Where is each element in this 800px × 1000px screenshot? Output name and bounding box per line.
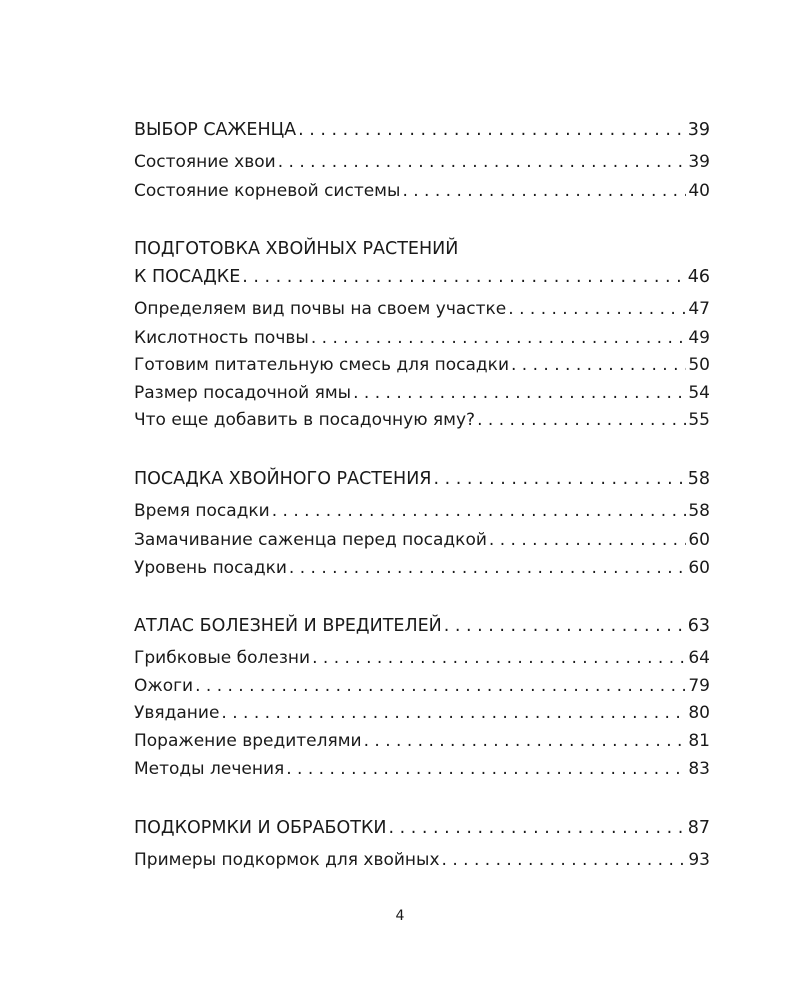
toc-item-title: Уровень посадки xyxy=(134,558,287,578)
dot-leader xyxy=(242,266,685,288)
dot-leader xyxy=(364,730,687,752)
toc-item-title: Кислотность почвы xyxy=(134,328,309,348)
toc-page-number: 93 xyxy=(688,850,710,870)
toc-item[interactable] xyxy=(134,327,710,349)
toc-page-number: 79 xyxy=(688,676,710,696)
dot-leader xyxy=(402,180,686,202)
toc-page-number: 64 xyxy=(688,648,710,668)
dot-leader xyxy=(388,817,685,839)
toc-chapter-title: ПОДКОРМКИ И ОБРАБОТКИ xyxy=(134,818,387,838)
toc-page-number: 60 xyxy=(688,530,710,550)
toc-item[interactable] xyxy=(134,409,710,431)
toc-page-number: 63 xyxy=(687,616,710,636)
dot-leader xyxy=(289,557,686,579)
toc-chapter-title: АТЛАС БОЛЕЗНЕЙ И ВРЕДИТЕЛЕЙ xyxy=(134,616,442,636)
toc-item[interactable] xyxy=(134,529,710,551)
toc-item-title: Что еще добавить в посадочную яму? xyxy=(134,410,476,430)
toc-item-title: Методы лечения xyxy=(134,759,285,779)
toc-chapter-seedling-choice[interactable] xyxy=(134,119,710,141)
toc-item[interactable] xyxy=(134,675,710,697)
toc-chapter-diseases-atlas[interactable] xyxy=(134,615,710,637)
toc-item[interactable] xyxy=(134,298,710,320)
toc-page-number: 49 xyxy=(688,328,710,348)
dot-leader xyxy=(489,529,686,551)
toc-item-title: Состояние хвои xyxy=(134,152,276,172)
toc-chapter-feeding[interactable] xyxy=(134,817,710,839)
toc-chapter-title: ВЫБОР САЖЕНЦА xyxy=(134,120,297,140)
toc-item-title: Грибковые болезни xyxy=(134,648,311,668)
dot-leader xyxy=(272,500,687,522)
toc-chapter-title: ПОСАДКА ХВОЙНОГО РАСТЕНИЯ xyxy=(134,469,432,489)
dot-leader xyxy=(511,354,686,376)
toc-page-number: 83 xyxy=(688,759,710,779)
toc-item-title: Время посадки xyxy=(134,501,270,521)
toc-item-title: Состояние корневой системы xyxy=(134,181,401,201)
toc-item-title: Замачивание саженца перед посадкой xyxy=(134,530,487,550)
dot-leader xyxy=(444,615,686,637)
toc-item[interactable] xyxy=(134,500,710,522)
toc-item-title: Увядание xyxy=(134,703,220,723)
toc-page-number: 46 xyxy=(687,267,710,287)
toc-item[interactable] xyxy=(134,382,710,404)
dot-leader xyxy=(311,327,687,349)
toc-item-title: Поражение вредителями xyxy=(134,731,362,751)
toc-item[interactable] xyxy=(134,151,710,173)
toc-item[interactable] xyxy=(134,758,710,780)
toc-item[interactable] xyxy=(134,647,710,669)
toc-page-number: 58 xyxy=(688,501,710,521)
toc-page-number: 87 xyxy=(687,818,710,838)
dot-leader xyxy=(477,409,686,431)
toc-page-number: 40 xyxy=(688,181,710,201)
dot-leader xyxy=(433,468,685,490)
toc-chapter-title: К ПОСАДКЕ xyxy=(134,267,241,287)
toc-item-title: Примеры подкормок для хвойных xyxy=(134,850,440,870)
page-number: 4 xyxy=(395,908,405,924)
toc-page-number: 39 xyxy=(688,152,710,172)
dot-leader xyxy=(442,849,687,871)
toc-page-number: 50 xyxy=(688,355,710,375)
toc-chapter-planting-prep[interactable] xyxy=(134,266,710,288)
dot-leader xyxy=(221,702,686,724)
dot-leader xyxy=(312,647,686,669)
toc-page-number: 47 xyxy=(688,299,710,319)
toc-item[interactable] xyxy=(134,702,710,724)
toc-page-number: 60 xyxy=(688,558,710,578)
toc-page-number: 39 xyxy=(687,120,710,140)
dot-leader xyxy=(195,675,686,697)
dot-leader xyxy=(286,758,686,780)
toc-item[interactable] xyxy=(134,180,710,202)
toc-item[interactable] xyxy=(134,557,710,579)
dot-leader xyxy=(298,119,686,141)
toc-page-number: 80 xyxy=(688,703,710,723)
toc-item-title: Размер посадочной ямы xyxy=(134,383,352,403)
toc-chapter-planting[interactable] xyxy=(134,468,710,490)
toc-item-title: Определяем вид почвы на своем участке xyxy=(134,299,507,319)
dot-leader xyxy=(278,151,687,173)
toc-item-title: Готовим питательную смесь для посадки xyxy=(134,355,509,375)
toc-chapter-title-line1: ПОДГОТОВКА ХВОЙНЫХ РАСТЕНИЙ xyxy=(134,239,459,259)
toc-page-number: 54 xyxy=(688,383,710,403)
toc-item[interactable] xyxy=(134,354,710,376)
toc-page-number: 81 xyxy=(688,731,710,751)
toc-page-number: 58 xyxy=(687,469,710,489)
toc-page-number: 55 xyxy=(688,410,710,430)
toc-item[interactable] xyxy=(134,730,710,752)
toc-item[interactable] xyxy=(134,849,710,871)
dot-leader xyxy=(508,298,686,320)
toc-item-title: Ожоги xyxy=(134,676,194,696)
dot-leader xyxy=(353,382,686,404)
